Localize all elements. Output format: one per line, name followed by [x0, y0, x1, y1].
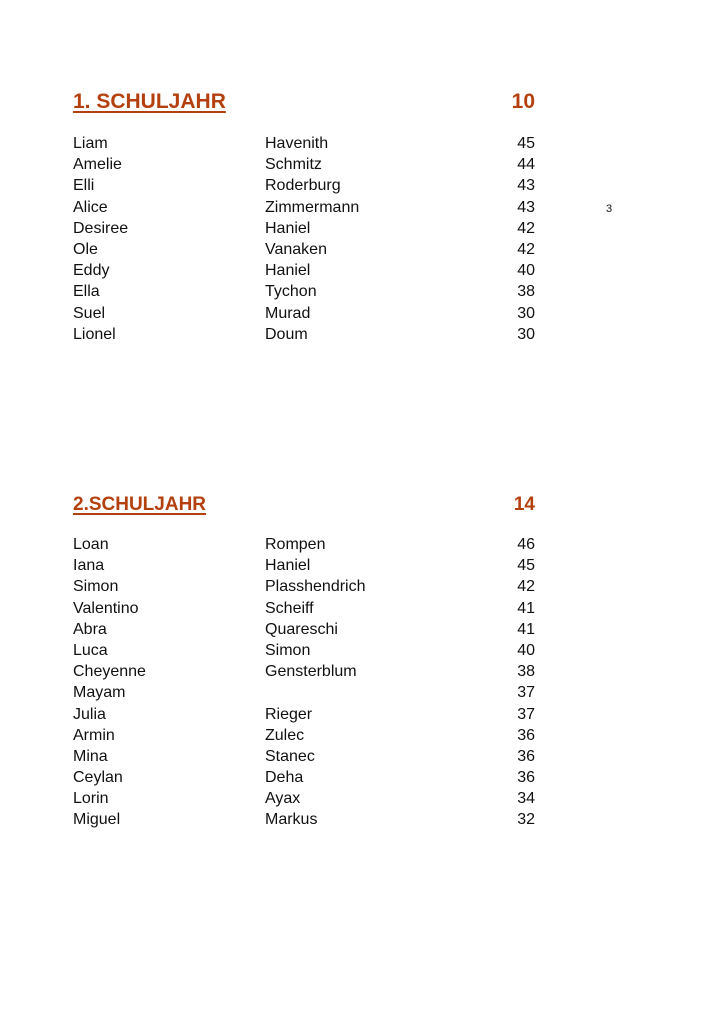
score-value: 45	[517, 557, 535, 575]
table-row	[73, 576, 543, 597]
first-name: Simon	[73, 578, 119, 596]
first-name: Ceylan	[73, 769, 123, 787]
table-row	[73, 788, 543, 809]
score-value: 42	[517, 240, 535, 258]
score-value: 30	[517, 325, 535, 343]
score-value: 30	[517, 304, 535, 322]
table-row	[73, 534, 543, 555]
last-name: Plasshendrich	[265, 578, 366, 596]
first-name: Suel	[73, 304, 106, 322]
table-row	[73, 239, 543, 260]
table-row	[73, 324, 543, 345]
last-name: Ayax	[265, 790, 301, 808]
table-row	[73, 704, 543, 725]
table-row	[73, 133, 543, 154]
section-title: 2.SCHULJAHR	[73, 494, 207, 515]
section-header	[73, 90, 543, 118]
last-name: Quareschi	[265, 620, 338, 638]
score-value: 42	[517, 219, 535, 237]
table-row	[73, 809, 543, 830]
student-list	[73, 133, 543, 345]
table-row	[73, 598, 543, 619]
first-name: Desiree	[73, 219, 129, 237]
section-second-grade	[73, 494, 543, 831]
first-name: Ole	[73, 240, 98, 258]
last-name: Markus	[265, 811, 318, 829]
first-name: Amelie	[73, 156, 122, 174]
first-name: Eddy	[73, 262, 110, 280]
score-value: 37	[517, 705, 535, 723]
student-list	[73, 534, 543, 831]
score-value: 36	[517, 747, 535, 765]
page-side-number: 3	[606, 203, 613, 215]
first-name: Mina	[73, 747, 108, 765]
section-count: 14	[513, 494, 535, 515]
score-value: 43	[517, 177, 535, 195]
last-name: Gensterblum	[265, 663, 357, 681]
score-value: 37	[517, 684, 535, 702]
last-name: Roderburg	[265, 177, 341, 195]
last-name: Scheiff	[265, 599, 314, 617]
score-value: 38	[517, 283, 535, 301]
last-name: Rieger	[265, 705, 313, 723]
first-name: Alice	[73, 198, 108, 216]
last-name: Tychon	[265, 283, 317, 301]
table-row	[73, 154, 543, 175]
table-row	[73, 281, 543, 302]
score-value: 44	[517, 156, 535, 174]
table-row	[73, 682, 543, 703]
last-name: Schmitz	[265, 156, 322, 174]
table-row	[73, 725, 543, 746]
first-name: Luca	[73, 641, 108, 659]
score-value: 46	[517, 536, 535, 553]
first-name: Liam	[73, 135, 108, 152]
score-value: 43	[517, 198, 535, 216]
last-name: Rompen	[265, 536, 326, 553]
last-name: Haniel	[265, 219, 311, 237]
score-value: 34	[517, 790, 535, 808]
first-name: Armin	[73, 726, 115, 744]
last-name: Doum	[265, 325, 308, 343]
section-first-grade	[73, 90, 543, 345]
score-value: 42	[517, 578, 535, 596]
table-row	[73, 175, 543, 196]
last-name: Murad	[265, 304, 311, 322]
score-value: 36	[517, 769, 535, 787]
first-name: Lionel	[73, 325, 116, 343]
last-name: Vanaken	[265, 240, 327, 258]
first-name: Loan	[73, 536, 109, 553]
table-row	[73, 303, 543, 324]
table-row	[73, 661, 543, 682]
score-value: 32	[517, 811, 535, 829]
first-name: Iana	[73, 557, 105, 575]
section-title: 1. SCHULJAHR	[73, 90, 226, 113]
table-row	[73, 218, 543, 239]
score-value: 38	[517, 663, 535, 681]
last-name: Haniel	[265, 557, 311, 575]
table-row	[73, 746, 543, 767]
score-value: 45	[517, 135, 535, 152]
last-name: Simon	[265, 641, 311, 659]
first-name: Elli	[73, 177, 95, 195]
score-value: 40	[517, 641, 535, 659]
last-name: Havenith	[265, 135, 329, 152]
first-name: Lorin	[73, 790, 109, 808]
section-count: 10	[511, 90, 535, 113]
first-name: Cheyenne	[73, 663, 146, 681]
score-value: 40	[517, 262, 535, 280]
first-name: Abra	[73, 620, 107, 638]
first-name: Mayam	[73, 684, 126, 702]
first-name: Miguel	[73, 811, 121, 829]
table-row	[73, 640, 543, 661]
table-row	[73, 619, 543, 640]
first-name: Valentino	[73, 599, 139, 617]
table-row	[73, 197, 543, 218]
last-name: Zulec	[265, 726, 305, 744]
first-name: Ella	[73, 283, 100, 301]
score-value: 41	[517, 599, 535, 617]
last-name: Stanec	[265, 747, 315, 765]
last-name: Zimmermann	[265, 198, 360, 216]
table-row	[73, 260, 543, 281]
last-name: Haniel	[265, 262, 311, 280]
table-row	[73, 767, 543, 788]
score-value: 36	[517, 726, 535, 744]
section-header	[73, 494, 543, 522]
table-row	[73, 555, 543, 576]
first-name: Julia	[73, 705, 106, 723]
score-value: 41	[517, 620, 535, 638]
last-name: Deha	[265, 769, 304, 787]
